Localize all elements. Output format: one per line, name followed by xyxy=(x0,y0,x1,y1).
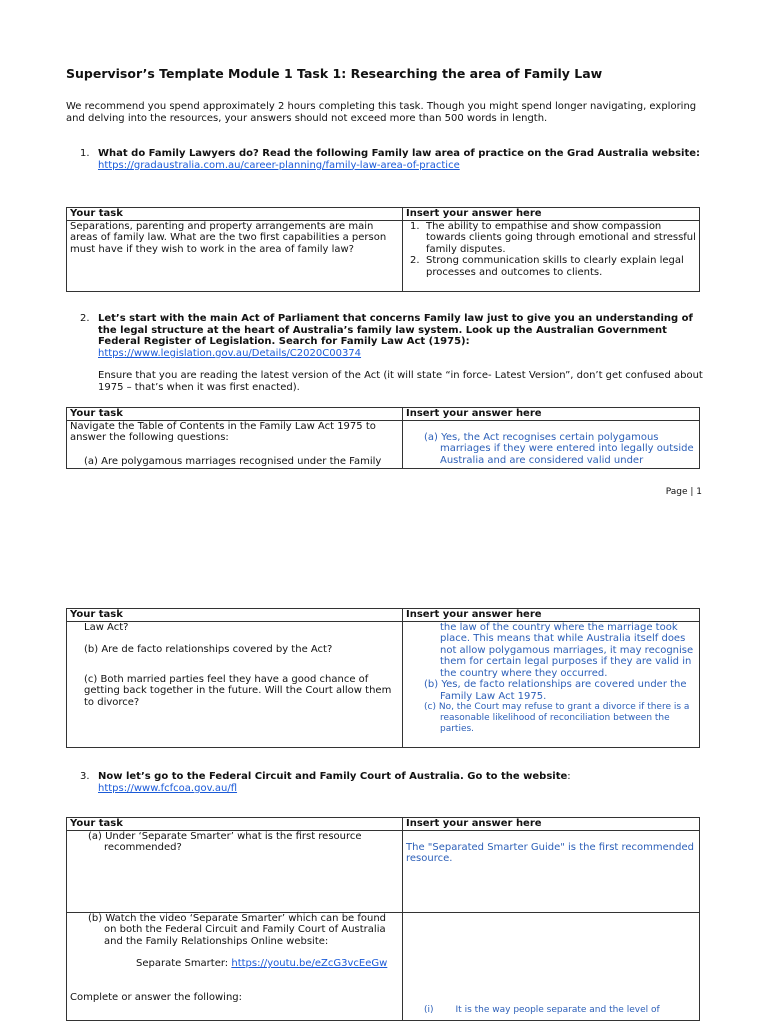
question-number: 3. xyxy=(80,771,90,782)
fcfcoa-link[interactable]: https://www.fcfcoa.gov.au/fl xyxy=(98,782,238,794)
task-header: Your task xyxy=(67,818,403,831)
page-number: Page | 1 xyxy=(665,487,702,497)
q1-task-cell: Separations, parenting and property arrangements are main areas of family law. What are the two first capabilities a person must have if they wish to work in the area of family law? xyxy=(67,220,403,291)
document-title: Supervisor’s Template Module 1 Task 1: Researching the area of Family Law xyxy=(66,66,603,81)
question-number: 1. xyxy=(80,148,90,159)
question-1-text: What do Family Lawyers do? Read the following Family law area of practice on the Grad Australia website: xyxy=(98,148,701,159)
q2-table-part1 xyxy=(66,407,700,469)
q3a-answer-cell[interactable]: The "Separated Smarter Guide" is the first recommended resource. xyxy=(403,830,700,912)
grad-australia-link[interactable]: https://gradaustralia.com.au/career-planning/family-law-area-of-practice xyxy=(98,159,460,171)
question-3: 3. Now let’s go to the Federal Circuit and Family Court of Australia. Go to the website: https://www.fcfcoa.gov.au/fl xyxy=(80,771,571,794)
answer-list-item: 2. Strong communication skills to clearly explain legal processes and outcomes to clients. xyxy=(410,255,684,278)
q2-task-cell: Navigate the Table of Contents in the Family Law Act 1975 to answer the following questions: (a) Are polygamous marriages recognised under the Family xyxy=(67,420,403,468)
question-1 xyxy=(80,148,704,171)
question-2 xyxy=(80,313,704,393)
q2-answer-cell-continued[interactable]: the law of the country where the marriage took place. This means that while Australia itself does not allow polygamous marriages, it may recognise them for certain legal purposes if they are valid in the country where they occurred. (b) Yes, de facto relationships are covered under the Family Law Act 1975. (c) No, the Court may refuse to grant a divorce if there is a reasonable likelihood of reconciliation between the parties. xyxy=(403,621,700,747)
intro-paragraph: We recommend you spend approximately 2 hours completing this task. Though you might spend longer navigating, exploring and delving into the resources, your answers should not exceed more than 500 words in length. xyxy=(66,101,697,124)
question-2-note: Ensure that you are reading the latest version of the Act (it will state “in force- Latest Version”, don’t get confused about 1975 – that’s when it was first enacted). xyxy=(98,370,703,393)
answer-header: Insert your answer here xyxy=(403,609,700,622)
question-2-text: Let’s start with the main Act of Parliament that concerns Family law just to give you an understanding of the legal structure at the heart of Australia’s family law system. Look up the Australian Government Federal Register of Legislation. Search for Family Law Act (1975): xyxy=(98,313,693,347)
task-header: Your task xyxy=(67,408,403,421)
youtube-video-link[interactable]: https://youtu.be/eZcG3vcEeGw xyxy=(231,958,388,969)
answer-header: Insert your answer here xyxy=(403,408,700,421)
answer-header: Insert your answer here xyxy=(403,208,700,221)
answer-header: Insert your answer here xyxy=(403,818,700,831)
question-number: 2. xyxy=(80,313,90,324)
task-header: Your task xyxy=(67,609,403,622)
q1-answer-cell[interactable] xyxy=(403,220,700,291)
q3b-answer-cell[interactable]: (i) It is the way people separate and the level of xyxy=(403,912,700,1020)
q2-task-cell-continued: Law Act? (b) Are de facto relationships covered by the Act? (c) Both married parties feel they have a good chance of getting back together in the future. Will the Court allow them to divorce? xyxy=(67,621,403,747)
question-3-text: Now let’s go to the Federal Circuit and Family Court of Australia. Go to the website xyxy=(98,771,568,782)
legislation-link[interactable]: https://www.legislation.gov.au/Details/C2020C00374 xyxy=(98,347,362,359)
q3-table xyxy=(66,817,700,1021)
q3b-task-cell: (b) Watch the video ‘Separate Smarter’ which can be found on both the Federal Circuit and Family Court of Australia and the Family Relationships Online website: Separate Smarter: https://youtu.be/eZcG3vcEeGw Complete or answer the following: xyxy=(67,912,403,1020)
task-header: Your task xyxy=(67,208,403,221)
q3a-task-cell: (a) Under ‘Separate Smarter’ what is the first resource recommended? xyxy=(67,830,403,912)
q2-table-part2 xyxy=(66,608,700,748)
q1-table xyxy=(66,207,700,292)
answer-list-item: 1. The ability to empathise and show compassion towards clients going through emotional and stressful family disputes. xyxy=(410,220,696,255)
q2-answer-cell[interactable]: (a) Yes, the Act recognises certain polygamous marriages if they were entered into legally outside Australia and are considered valid under xyxy=(403,420,700,468)
